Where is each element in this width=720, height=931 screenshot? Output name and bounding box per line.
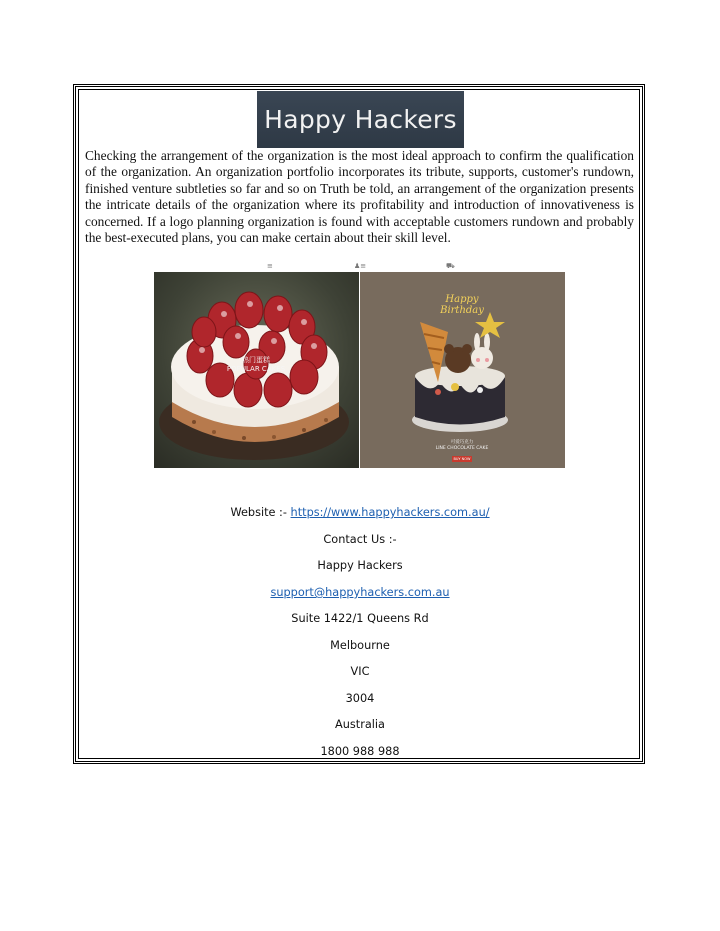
left-caption-chinese: 热门蛋糕 <box>242 356 270 364</box>
phone-line: 1800 988 988 <box>320 745 400 758</box>
country-line: Australia <box>335 718 385 731</box>
website-label: Website :- <box>230 506 291 519</box>
state-line: VIC <box>350 665 370 678</box>
right-caption-english: LINE CHOCOLATE CAKE <box>435 446 489 451</box>
logo-text: Happy Hackers <box>264 105 457 134</box>
menu-icon[interactable]: ≡ <box>267 262 273 270</box>
email-link[interactable]: support@happyhackers.com.au <box>270 586 450 599</box>
topper-text: Happy Birthday <box>440 294 484 316</box>
cart-icon[interactable]: ⛟ <box>446 262 455 270</box>
body-paragraph: Checking the arrangement of the organization is the most ideal approach to confirm the qualification of the organization. An organization portfolio incorporates its tribute, supports, customer's rundown, finished venture subtleties so far and so on Truth be told, an arrangement of the organization presents the intricate details of the organization where its profitability and introduction of innovativeness is concerned. If a logo planning organization is found with acceptable customers rundown and probably the best-executed plans, you can make certain about their skill level. <box>85 148 634 246</box>
cake-photo-line-chocolate <box>360 272 565 468</box>
right-caption-chinese: 可爱巧克力 <box>450 440 474 445</box>
image-toolbar <box>0 262 720 272</box>
city-line: Melbourne <box>330 639 390 652</box>
contact-label: Contact Us :- <box>323 533 397 546</box>
email-line <box>75 586 645 599</box>
buy-now-button[interactable]: BUY NOW <box>453 457 471 461</box>
logo <box>257 91 464 148</box>
website-link[interactable]: https://www.happyhackers.com.au/ <box>290 506 490 519</box>
user-icon[interactable]: ♟≡ <box>354 262 367 270</box>
website-line <box>75 506 645 519</box>
left-caption-english: POPULAR CAKES <box>226 365 286 373</box>
company-name: Happy Hackers <box>317 559 403 572</box>
cake-photo-popular <box>154 272 359 468</box>
address-line: Suite 1422/1 Queens Rd <box>291 612 429 625</box>
postcode-line: 3004 <box>345 692 375 705</box>
